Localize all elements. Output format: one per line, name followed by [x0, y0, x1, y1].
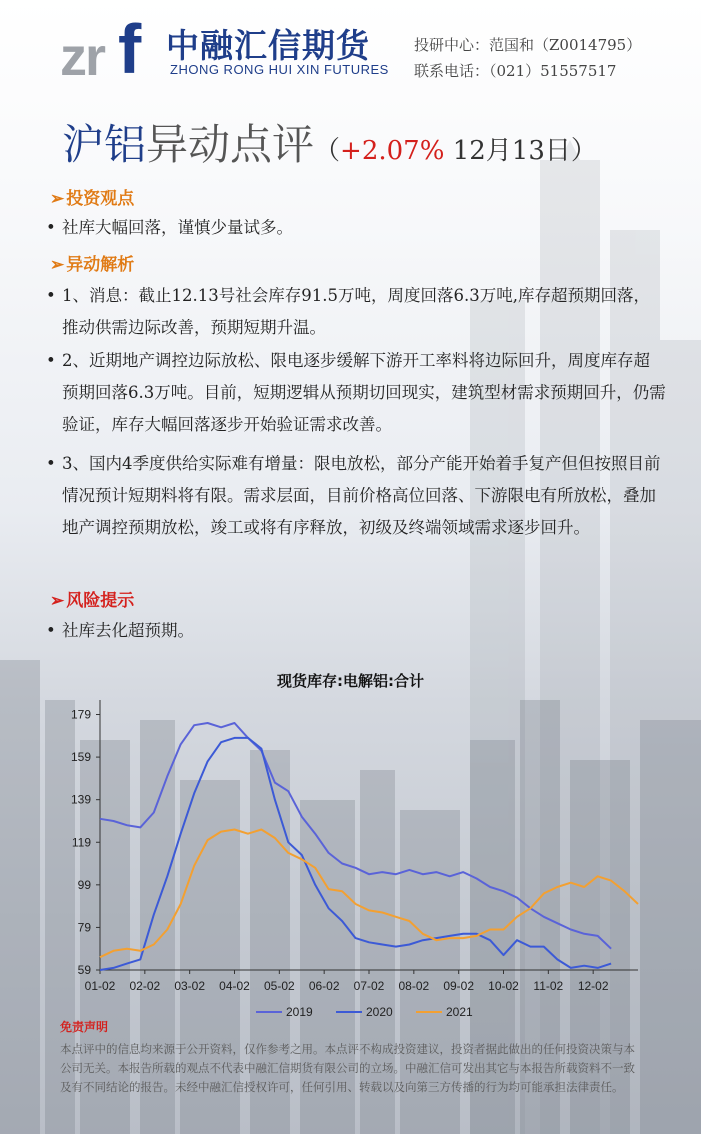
- y-tick-label: 179: [70, 707, 91, 722]
- x-tick-label: 08-02: [398, 979, 430, 993]
- y-tick-label: 99: [77, 877, 91, 892]
- title-change: +2.07%: [340, 136, 445, 166]
- y-tick-label: 159: [70, 750, 91, 765]
- arrow-icon: ➢: [50, 255, 65, 275]
- logo-zr: zr: [60, 27, 105, 87]
- x-tick-label: 06-02: [308, 979, 340, 993]
- section-heading-view: [50, 184, 134, 209]
- section-heading-analysis-label: 异动解析: [66, 255, 135, 275]
- section-heading-analysis: [50, 250, 134, 275]
- title-product: 沪铝: [62, 120, 147, 169]
- list-item: [46, 448, 666, 544]
- series-line-2020: [100, 738, 611, 970]
- list-item: [46, 280, 666, 344]
- x-tick-label: 03-02: [174, 979, 206, 993]
- section-heading-risk: [50, 586, 134, 611]
- list-item-text: 2、近期地产调控边际放松、限电逐步缓解下游开工率料将边际回升，周度库存超预期回落6.3万吨。目前，短期逻辑从预期切回现实，建筑型材需求预期回升，仍需验证，库存大幅回落逐步开始验证需求改善。: [62, 351, 666, 434]
- x-tick-label: 10-02: [488, 979, 519, 993]
- list-item-text: 1、消息：截止12.13号社会库存91.5万吨，周度回落6.3万吨,库存超预期回落，推动供需边际改善，预期短期升温。: [62, 286, 650, 337]
- title-date: 12月13日）: [444, 136, 597, 166]
- bullet-icon: •: [46, 454, 56, 473]
- bullet-icon: •: [46, 286, 56, 305]
- series-line-2019: [100, 723, 611, 949]
- legend-label-2020: 2020: [366, 1005, 393, 1019]
- list-item-text: 社库去化超预期。: [62, 621, 194, 640]
- title-paren-open: （: [314, 136, 341, 166]
- list-item-text: 社库大幅回落，谨慎少量试多。: [62, 218, 293, 237]
- contact-phone: 联系电话：（021）51557517: [414, 62, 617, 80]
- section-heading-view-label: 投资观点: [66, 189, 135, 209]
- list-item: [46, 615, 666, 647]
- contact-analyst: 投研中心：范国和（Z0014795）: [414, 36, 642, 54]
- bullet-icon: •: [46, 218, 56, 237]
- x-tick-label: 02-02: [129, 979, 161, 993]
- bullet-icon: •: [46, 351, 56, 370]
- disclaimer-text: 本点评中的信息均来源于公开资料，仅作参考之用。本点评不构成投资建议，投资者据此做出的任何投资决策与本公司无关。本报告所载的观点不代表中融汇信期货有限公司的立场。中融汇信可发出其它与本报告所载资料不一致及有不同结论的报告。未经中融汇信授权许可，任何引用、转载以及向第三方传播的行为均可能承担法律责任。: [60, 1042, 635, 1094]
- x-tick-label: 07-02: [353, 979, 385, 993]
- legend-label-2021: 2021: [446, 1005, 473, 1019]
- x-tick-label: 01-02: [84, 979, 116, 993]
- title-subject: 异动点评: [146, 120, 315, 169]
- bullet-icon: •: [46, 621, 56, 640]
- x-tick-label: 12-02: [577, 979, 609, 993]
- logo-f: f: [118, 10, 142, 88]
- company-name-cn: 中融汇信期货: [166, 26, 370, 65]
- inventory-line-chart: [0, 690, 701, 1030]
- section-heading-risk-label: 风险提示: [66, 591, 135, 611]
- y-tick-label: 119: [71, 835, 91, 850]
- list-item: [46, 345, 666, 441]
- x-tick-label: 04-02: [219, 979, 250, 993]
- legend-label-2019: 2019: [286, 1005, 313, 1019]
- x-tick-label: 05-02: [263, 979, 295, 993]
- page-title: [62, 112, 597, 172]
- company-name-en: ZHONG RONG HUI XIN FUTURES: [170, 62, 389, 77]
- series-line-2021: [100, 830, 638, 958]
- arrow-icon: ➢: [50, 591, 65, 611]
- x-tick-label: 11-02: [533, 979, 564, 993]
- disclaimer-title: 免责声明: [60, 1020, 109, 1034]
- list-item-text: 3、国内4季度供给实际难有增量：限电放松，部分产能开始着手复产但但按照目前情况预计短期料将有限。需求层面，目前价格高位回落、下游限电有所放松，叠加地产调控预期放松，竣工或将有序释放，初级及终端领域需求逐步回升。: [62, 454, 661, 537]
- y-tick-label: 59: [77, 963, 91, 977]
- y-tick-label: 139: [70, 792, 91, 807]
- chart-title: 现货库存:电解铝:合计: [277, 672, 424, 690]
- x-tick-label: 09-02: [443, 979, 475, 993]
- y-tick-label: 79: [77, 920, 91, 935]
- list-item: [46, 212, 666, 244]
- arrow-icon: ➢: [50, 189, 65, 209]
